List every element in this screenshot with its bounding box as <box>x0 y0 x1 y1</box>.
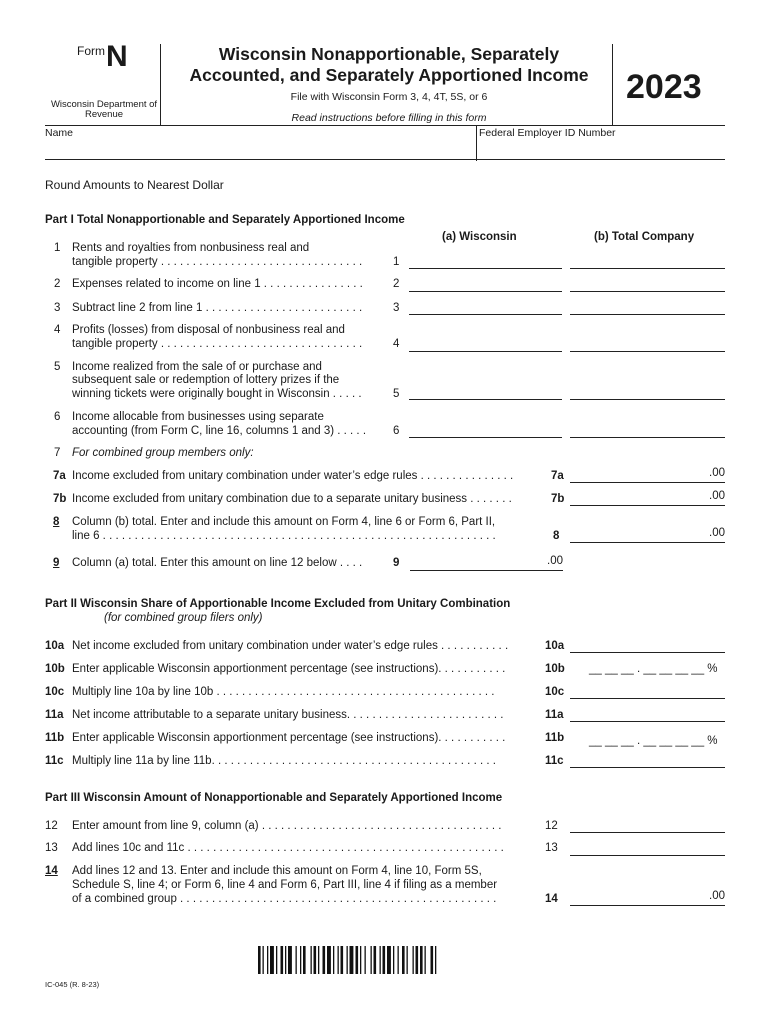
line1-wisconsin-field[interactable] <box>409 253 562 269</box>
line-number: 3 <box>54 302 61 314</box>
line2-wisconsin-field[interactable] <box>409 276 562 292</box>
line7b-value: .00 <box>709 490 725 502</box>
line-description: Add lines 10c and 11c . . . . . . . . . . . . . . . . . . . . . . . . . . . . . . . . . . . . . . . . . . . . . . . . . . <box>72 842 504 854</box>
line4-wisconsin-field[interactable] <box>409 336 562 352</box>
form-code: IC-045 (R. 8-23) <box>45 980 100 989</box>
line-number: 11b <box>45 732 65 744</box>
part2-heading: Part II Wisconsin Share of Apportionable Income Excluded from Unitary Combination <box>45 598 511 610</box>
name-label: Name <box>45 127 74 139</box>
line-description: of a combined group . . . . . . . . . . . . . . . . . . . . . . . . . . . . . . . . . . . . . . . . . . . . . . . . . . <box>72 893 497 905</box>
line-number: 9 <box>53 557 60 569</box>
line-number: 5 <box>54 361 61 373</box>
form-letter: N <box>106 40 128 73</box>
line-description: Enter amount from line 9, column (a) . . . . . . . . . . . . . . . . . . . . . . . . . . . . . . . . . . . . . . <box>72 820 502 832</box>
line-description: Subtract line 2 from line 1 . . . . . . . . . . . . . . . . . . . . . . . . . <box>72 302 363 314</box>
line-number: 12 <box>45 820 58 832</box>
line-description: Income realized from the sale of or purchase and <box>72 361 322 373</box>
line-reference: 13 <box>545 842 558 854</box>
department-name: Wisconsin Department of Revenue <box>50 99 158 120</box>
tax-year: 2023 <box>626 68 702 106</box>
line-description: Rents and royalties from nonbusiness real and <box>72 242 310 254</box>
line13-field[interactable] <box>570 840 725 856</box>
line-description: Enter applicable Wisconsin apportionment percentage (see instructions). . . . . . . . . . . <box>72 663 506 675</box>
form-title-line2: Accounted, and Separately Apportioned Income <box>189 65 589 85</box>
line-description: accounting (from Form C, line 16, columns 1 and 3) . . . . . <box>72 425 367 437</box>
line-description: Multiply line 10a by line 10b . . . . . . . . . . . . . . . . . . . . . . . . . . . . . . . . . . . . . . . . . . . . <box>72 686 495 698</box>
identity-top-rule <box>45 125 725 126</box>
line1-total-company-field[interactable] <box>570 253 725 269</box>
line-description: Add lines 12 and 13. Enter and include this amount on Form 4, line 10, Form 5S, <box>72 865 482 877</box>
file-with-note: File with Wisconsin Form 3, 4, 4T, 5S, or 6 <box>290 91 488 103</box>
line-reference: 11b <box>545 732 565 744</box>
line-reference: 7b <box>551 493 565 505</box>
column-a-header: (a) Wisconsin <box>442 231 517 243</box>
line-number: 11a <box>45 709 64 721</box>
line-reference: 8 <box>553 530 560 542</box>
line-number: 10c <box>45 686 65 698</box>
read-instructions-note: Read instructions before filling in this form <box>291 112 487 124</box>
line-number: 7b <box>53 493 67 505</box>
line-description: Net income excluded from unitary combination under water’s edge rules . . . . . . . . . . . <box>72 640 509 652</box>
line-number: 6 <box>54 411 61 423</box>
line-number: 1 <box>54 242 61 254</box>
fein-field[interactable] <box>476 144 725 160</box>
name-field[interactable] <box>45 144 476 160</box>
line-description: winning tickets were originally bought in Wisconsin . . . . . <box>72 388 362 400</box>
line-reference: 2 <box>393 278 400 290</box>
line2-total-company-field[interactable] <box>570 276 725 292</box>
form-label: Form <box>77 44 105 58</box>
line-description: Income allocable from businesses using separate <box>72 411 324 423</box>
line5-wisconsin-field[interactable] <box>409 384 562 400</box>
form-title-line1: Wisconsin Nonapportionable, Separately <box>218 44 560 64</box>
part1-heading: Part I Total Nonapportionable and Separately Apportioned Income <box>45 214 405 226</box>
line-description: Enter applicable Wisconsin apportionment percentage (see instructions). . . . . . . . . . . <box>72 732 506 744</box>
line9-value: .00 <box>547 555 563 567</box>
line-reference: 3 <box>393 302 400 314</box>
line10b-percentage-field[interactable]: __ __ __ . __ __ __ __ % <box>589 663 718 675</box>
line5-total-company-field[interactable] <box>570 384 725 400</box>
line-reference: 11c <box>545 755 564 767</box>
line-description: line 6 . . . . . . . . . . . . . . . . . . . . . . . . . . . . . . . . . . . . . . . . . . . . . . . . . . . . . . . . . . . . . . <box>72 530 496 542</box>
part3-heading: Part III Wisconsin Amount of Nonapportionable and Separately Apportioned Income <box>45 792 503 804</box>
line3-wisconsin-field[interactable] <box>409 299 562 315</box>
line-description: Profits (losses) from disposal of nonbusiness real and <box>72 324 345 336</box>
fein-label: Federal Employer ID Number <box>479 127 616 139</box>
line11a-field[interactable] <box>570 706 725 722</box>
line-description: Multiply line 11a by line 11b. . . . . . . . . . . . . . . . . . . . . . . . . . . . . . . . . . . . . . . . . . . . . <box>72 755 496 767</box>
line-reference: 1 <box>393 256 400 268</box>
line-description: Expenses related to income on line 1 . . . . . . . . . . . . . . . . <box>72 278 363 290</box>
line-number: 13 <box>45 842 58 854</box>
line10c-field[interactable] <box>570 683 725 699</box>
column-b-header: (b) Total Company <box>594 231 695 243</box>
line-reference: 12 <box>545 820 558 832</box>
line-reference: 4 <box>393 338 400 350</box>
line-description: tangible property . . . . . . . . . . . . . . . . . . . . . . . . . . . . . . . . <box>72 338 363 350</box>
line-number: 10a <box>45 640 65 652</box>
line7a-value: .00 <box>709 467 725 479</box>
line-number: 8 <box>53 516 60 528</box>
line-reference: 11a <box>545 709 564 721</box>
line-reference: 9 <box>393 557 400 569</box>
line-reference: 10b <box>545 663 565 675</box>
barcode <box>258 946 514 974</box>
line-description: Column (a) total. Enter this amount on line 12 below . . . . <box>72 557 363 569</box>
line11b-percentage-field[interactable]: __ __ __ . __ __ __ __ % <box>589 735 718 747</box>
line-description: Net income attributable to a separate unitary business. . . . . . . . . . . . . . . . . . . . . . . . . <box>72 709 504 721</box>
line-reference: 14 <box>545 893 558 905</box>
line14-value: .00 <box>709 890 725 902</box>
line3-total-company-field[interactable] <box>570 299 725 315</box>
line-number: 10b <box>45 663 65 675</box>
line-description: Schedule S, line 4; or Form 6, line 4 and Form 6, Part III, line 4 if filing as a member <box>72 879 498 891</box>
line-number: 7a <box>53 470 66 482</box>
part2-subheading: (for combined group filers only) <box>104 612 263 624</box>
line12-field[interactable] <box>570 817 725 833</box>
line8-value: .00 <box>709 527 725 539</box>
line-description: Income excluded from unitary combination under water’s edge rules . . . . . . . . . . . . . . . <box>72 470 514 482</box>
line-reference: 10a <box>545 640 565 652</box>
line-number: 2 <box>54 278 61 290</box>
line4-total-company-field[interactable] <box>570 336 725 352</box>
line-description: Column (b) total. Enter and include this amount on Form 4, line 6 or Form 6, Part II, <box>72 516 496 528</box>
round-amounts-note: Round Amounts to Nearest Dollar <box>45 178 224 192</box>
line11c-field[interactable] <box>570 752 725 768</box>
line10a-field[interactable] <box>570 637 725 653</box>
line-number: 11c <box>45 755 64 767</box>
line-number: 7 <box>54 447 61 459</box>
line-reference: 10c <box>545 686 565 698</box>
line6-total-company-field[interactable] <box>570 422 725 438</box>
line-description: tangible property . . . . . . . . . . . . . . . . . . . . . . . . . . . . . . . . <box>72 256 363 268</box>
line-reference: 6 <box>393 425 400 437</box>
line6-wisconsin-field[interactable] <box>409 422 562 438</box>
line-description: subsequent sale or redemption of lottery prizes if the <box>72 374 340 386</box>
line-reference: 7a <box>551 470 564 482</box>
line-description: Income excluded from unitary combination due to a separate unitary business . . . . . . . <box>72 493 512 505</box>
line-number: 4 <box>54 324 61 336</box>
line-description: For combined group members only: <box>72 447 254 459</box>
line-reference: 5 <box>393 388 400 400</box>
line-number: 14 <box>45 865 58 877</box>
